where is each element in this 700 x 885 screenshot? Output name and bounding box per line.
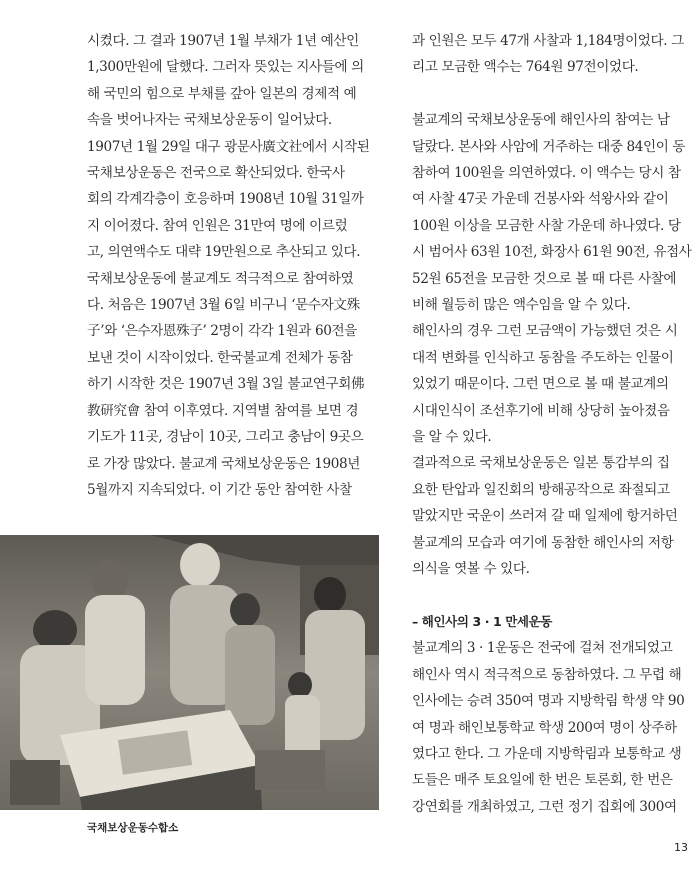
left-text-column — [87, 28, 369, 503]
body-line: 말았지만 국운이 쓰러져 갈 때 일제에 항거하던 — [412, 508, 678, 525]
painting-illustration — [0, 535, 379, 810]
body-line: 100원 이상을 모금한 사찰 가운데 하나였다. 당 — [412, 217, 681, 234]
body-line: 해인사의 경우 그런 모금액이 가능했던 것은 시 — [412, 323, 678, 340]
body-line: 비해 월등히 많은 액수임을 알 수 있다. — [412, 297, 631, 314]
body-line: 해인사 역시 적극적으로 동참하였다. 그 무렵 해 — [412, 666, 682, 683]
body-line: 결과적으로 국채보상운동은 일본 통감부의 집 — [412, 455, 670, 472]
body-line: 불교계의 모습과 여기에 동참한 해인사의 저항 — [412, 534, 674, 551]
body-line: 기도가 11곳, 경남이 10곳, 그리고 충남이 9곳으 — [87, 429, 364, 446]
body-line: 1907년 1월 29일 대구 광문사廣文社에서 시작된 — [87, 138, 370, 155]
body-line: 인사에는 승려 350여 명과 지방학림 학생 약 90 — [412, 693, 685, 710]
body-line: 해 국민의 힘으로 부채를 갚아 일본의 경제적 예 — [87, 85, 357, 102]
body-line: 지 이어졌다. 참여 인원은 31만여 명에 이르렀 — [87, 217, 348, 234]
historical-painting-image — [0, 535, 379, 810]
body-line: 5월까지 지속되었다. 이 기간 동안 참여한 사찰 — [87, 481, 352, 498]
body-line: 대적 변화를 인식하고 동참을 주도하는 인물이 — [412, 349, 674, 366]
body-line: 하기 시작한 것은 1907년 3월 3일 불교연구회佛 — [87, 376, 365, 393]
body-line: 의식을 엿볼 수 있다. — [412, 561, 530, 578]
body-line: 달랐다. 본사와 사암에 거주하는 대중 84인이 동 — [412, 138, 686, 155]
body-line: 참하여 100원을 의연하였다. 이 액수는 당시 참 — [412, 165, 681, 182]
body-line: 시대인식이 조선후기에 비해 상당히 높아졌음 — [412, 402, 670, 419]
body-line: 강연회를 개최하였고, 그런 정기 집회에 300여 — [412, 798, 677, 815]
body-line: 여 명과 해인보통학교 학생 200여 명이 상주하 — [412, 719, 677, 736]
body-line: 을 알 수 있다. — [412, 429, 492, 446]
body-line: 리고 모금한 액수는 764원 97전이었다. — [412, 59, 639, 76]
body-line: 도들은 매주 토요일에 한 번은 토론회, 한 번은 — [412, 772, 673, 789]
body-line: 다. 처음은 1907년 3월 6일 비구니 ‘문수자文殊 — [87, 297, 360, 314]
body-line: 52원 65전을 모금한 것으로 볼 때 다른 사찰에 — [412, 270, 677, 287]
body-line: 시켰다. 그 결과 1907년 1월 부채가 1년 예산인 — [87, 33, 359, 49]
paragraph-gap — [412, 583, 694, 609]
body-line: 회의 각계각층이 호응하며 1908년 10월 31일까 — [87, 191, 364, 208]
body-line: 불교계의 국채보상운동에 해인사의 참여는 남 — [412, 112, 670, 129]
body-line: 속을 벗어나자는 국채보상운동이 일어났다. — [87, 112, 332, 129]
body-line: 教研究會 참여 이후였다. 지역별 참여를 보면 경 — [87, 402, 359, 419]
figure-caption: 국채보상운동수합소 — [87, 822, 179, 834]
body-line: 있었기 때문이다. 그런 면으로 볼 때 불교계의 — [412, 376, 669, 393]
body-line: 시 범어사 63원 10전, 화장사 61원 90전, 유점사 — [412, 244, 692, 261]
body-line: 고, 의연액수도 대략 19만원으로 추산되고 있다. — [87, 244, 361, 261]
body-line: 국채보상운동에 불교계도 적극적으로 참여하였 — [87, 270, 354, 287]
body-line: 요한 탄압과 일진회의 방해공작으로 좌절되고 — [412, 481, 670, 498]
body-line: 로 가장 많았다. 불교계 국채보상운동은 1908년 — [87, 455, 360, 472]
body-line: 불교계의 3 · 1운동은 전국에 걸쳐 전개되었고 — [412, 640, 673, 657]
body-line: 1,300만원에 달했다. 그러자 뜻있는 지사들에 의 — [87, 59, 364, 76]
section-heading: – 해인사의 3 · 1 만세운동 — [412, 613, 552, 629]
body-line: 여 사찰 47곳 가운데 건봉사와 석왕사와 같이 — [412, 191, 669, 208]
right-text-column — [412, 28, 694, 820]
body-line: 국채보상운동은 전국으로 확산되었다. 한국사 — [87, 165, 345, 182]
body-line: 였다고 한다. 그 가운데 지방학림과 보통학교 생 — [412, 745, 682, 762]
body-line: 子’와 ‘은수자恩殊子’ 2명이 각각 1원과 60전을 — [87, 323, 357, 340]
body-line: 보낸 것이 시작이었다. 한국불교계 전체가 동참 — [87, 349, 353, 366]
body-line: 과 인원은 모두 47개 사찰과 1,184명이었다. 그 — [412, 33, 684, 49]
page-number: 13 — [674, 841, 688, 854]
paragraph-gap — [412, 81, 694, 107]
